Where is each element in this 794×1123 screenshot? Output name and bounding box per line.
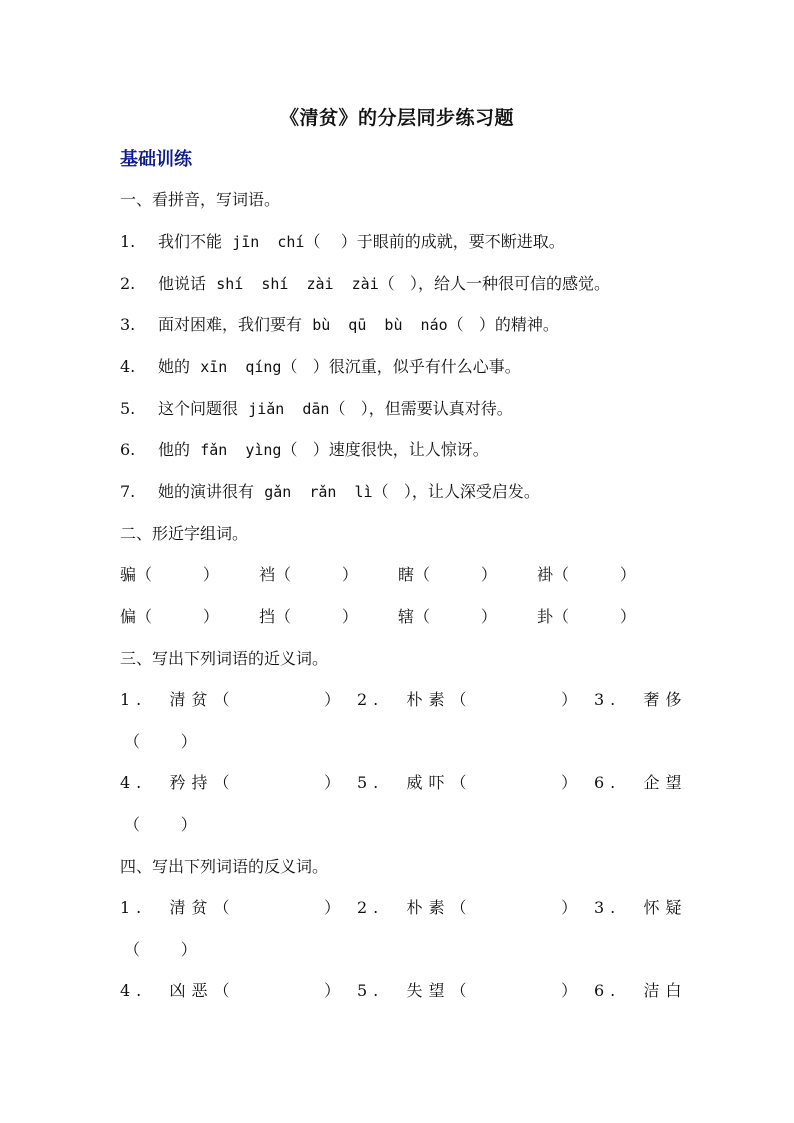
pinyin-text: xīn qíng bbox=[200, 358, 282, 376]
antonym-item: 4. 凶恶（ ） bbox=[120, 981, 347, 1000]
synonym-item: 1. 清贫（ ） bbox=[120, 690, 347, 709]
synonym-item: 3. 奢侈 bbox=[594, 690, 688, 709]
synonym-item: 5. 威吓（ ） bbox=[357, 773, 584, 792]
similar-char-item: 挡（ ） bbox=[259, 607, 358, 626]
part3-heading: 三、写出下列词语的近义词。 bbox=[120, 649, 329, 668]
part2-heading: 二、形近字组词。 bbox=[120, 524, 249, 543]
pinyin-text: fǎn yìng bbox=[200, 441, 282, 459]
similar-char-item: 偏（ ） bbox=[120, 607, 219, 626]
synonym-answer-bracket: （ ） bbox=[124, 815, 197, 834]
synonym-answer-bracket: （ ） bbox=[124, 732, 197, 751]
antonym-answer-bracket: （ ） bbox=[124, 940, 197, 959]
item-suffix: （ ）于眼前的成就，要不断进取。 bbox=[304, 232, 565, 251]
item-prefix: 她的 bbox=[158, 357, 201, 376]
antonym-item: 5. 失望（ ） bbox=[357, 981, 584, 1000]
pinyin-item-4 bbox=[120, 356, 521, 378]
item-suffix: （ ）速度很快，让人惊讶。 bbox=[281, 440, 489, 459]
antonym-item: 2. 朴素（ ） bbox=[357, 898, 584, 917]
item-number: 3. bbox=[120, 315, 136, 334]
synonym-item: 6. 企望 bbox=[594, 773, 688, 792]
pinyin-text: bù qū bù náo bbox=[312, 316, 448, 334]
antonym-item: 3. 怀疑 bbox=[594, 898, 688, 917]
part4-heading: 四、写出下列词语的反义词。 bbox=[120, 857, 329, 876]
pinyin-text: shí shí zài zài bbox=[216, 275, 379, 293]
part1-heading: 一、看拼音，写词语。 bbox=[120, 190, 281, 209]
item-suffix: （ ）的精神。 bbox=[447, 315, 559, 334]
pinyin-item-5 bbox=[120, 398, 513, 420]
pinyin-item-2 bbox=[120, 273, 610, 295]
similar-char-item: 骗（ ） bbox=[120, 565, 219, 584]
item-prefix: 我们不能 bbox=[158, 232, 233, 251]
synonym-item: 2. 朴素（ ） bbox=[357, 690, 584, 709]
similar-char-item: 辖（ ） bbox=[398, 607, 497, 626]
pinyin-text: jīn chí bbox=[232, 233, 305, 251]
pinyin-text: gǎn rǎn lì bbox=[264, 483, 373, 501]
item-number: 7. bbox=[120, 482, 136, 501]
item-prefix: 这个问题很 bbox=[158, 399, 249, 418]
pinyin-item-3 bbox=[120, 314, 559, 336]
similar-char-item: 卦（ ） bbox=[537, 607, 636, 626]
item-suffix: （ ），给人一种很可信的感觉。 bbox=[378, 274, 611, 293]
synonym-item: 4. 矜持（ ） bbox=[120, 773, 347, 792]
pinyin-text: jiǎn dān bbox=[248, 400, 330, 418]
item-suffix: （ ）很沉重，似乎有什么心事。 bbox=[281, 357, 521, 376]
item-number: 1. bbox=[120, 232, 136, 251]
similar-char-item: 裆（ ） bbox=[259, 565, 358, 584]
item-number: 5. bbox=[120, 399, 136, 418]
item-number: 2. bbox=[120, 274, 136, 293]
item-prefix: 他的 bbox=[158, 440, 201, 459]
pinyin-item-1 bbox=[120, 231, 565, 253]
item-number: 4. bbox=[120, 357, 136, 376]
section-heading: 基础训练 bbox=[120, 149, 192, 170]
pinyin-item-6 bbox=[120, 439, 489, 461]
page-title: 《清贫》的分层同步练习题 bbox=[279, 107, 514, 129]
item-suffix: （ ），让人深受启发。 bbox=[372, 482, 540, 501]
antonym-item: 6. 洁白 bbox=[594, 981, 688, 1000]
antonym-item: 1. 清贫（ ） bbox=[120, 898, 347, 917]
item-number: 6. bbox=[120, 440, 136, 459]
item-prefix: 她的演讲很有 bbox=[158, 482, 265, 501]
item-suffix: （ ），但需要认真对待。 bbox=[329, 399, 513, 418]
item-prefix: 他说话 bbox=[158, 274, 217, 293]
similar-char-item: 瞎（ ） bbox=[398, 565, 497, 584]
item-prefix: 面对困难，我们要有 bbox=[158, 315, 313, 334]
pinyin-item-7 bbox=[120, 481, 540, 503]
similar-char-item: 褂（ ） bbox=[537, 565, 636, 584]
